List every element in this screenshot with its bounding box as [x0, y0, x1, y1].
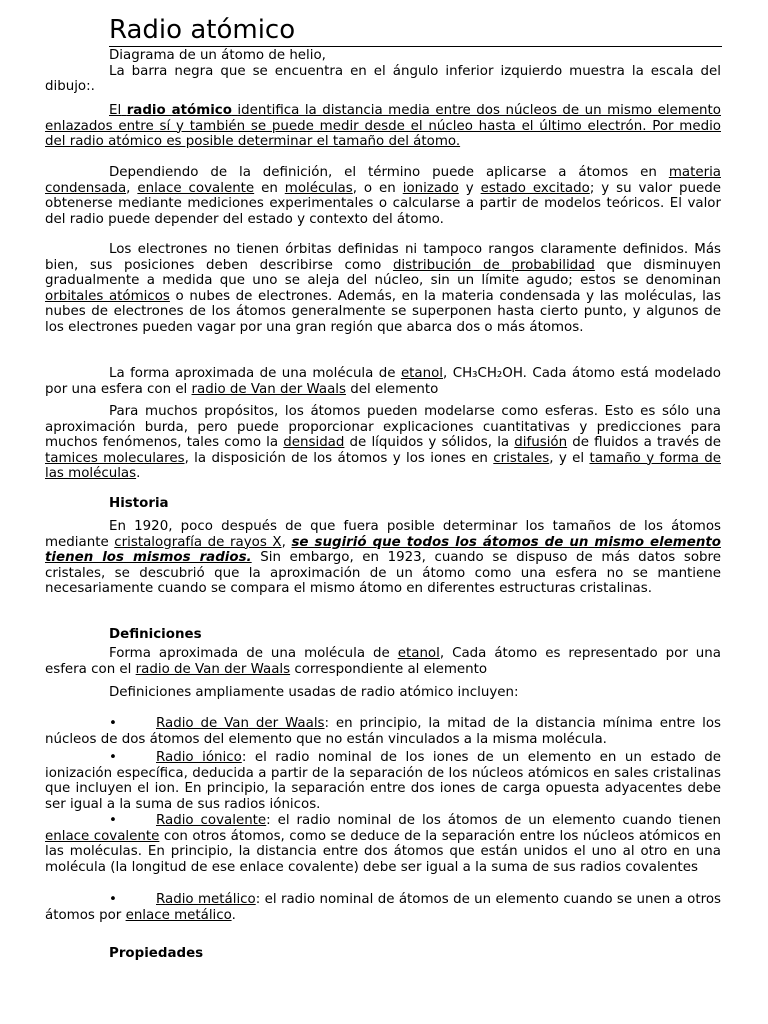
text: de líquidos y sólidos, la [344, 435, 515, 451]
text: en [254, 180, 285, 196]
link-enlace-covalente[interactable]: enlace covalente [137, 180, 255, 196]
text: con otros átomos, como se deduce de la separación entre los núcleos atómicos en las moléculas. En principio, la distancia entre dos átomos que están unidos el uno al otro en una molécula (la longitud de ese enlace covalente) debe ser igual a la suma de sus radios covalentes [45, 828, 721, 875]
text: de fluidos a través de [567, 435, 721, 451]
paragraph-electrons [45, 242, 721, 336]
text: : el radio nominal de los iones de un elemento en un estado de ionización específica, deducida a partir de la separación de los núcleos atómicos en sales cristalinas que incluyen el ion. En principio, la separación entre dos iones de carga opuesta adyacentes debe ser igual a la suma de sus radios iónicos. [45, 750, 721, 812]
text: y [458, 180, 481, 196]
text: identifica la distancia media entre dos núcleos de un mismo elemento enlazados entre sí y también se puede medir desde el núcleo hasta el último electrón. Por medio del radio atómico es posible determinar el tamaño del átomo. [45, 103, 721, 150]
link-enlace-covalente[interactable]: enlace covalente [45, 828, 160, 844]
link-tamices-moleculares[interactable]: tamices moleculares [45, 450, 185, 466]
text: Sin embargo, en 1923, cuando se dispuso de más datos sobre cristales, se descubrió que la aproximación de un átomo como una esfera no se mantiene necesariamente cuando se compara el mismo átomo en diferentes estructuras cristalinas. [45, 550, 721, 597]
link-orbitales-atomicos[interactable]: orbitales atómicos [45, 288, 170, 304]
paragraph-list-intro: Definiciones ampliamente usadas de radio atómico incluyen: [109, 685, 519, 700]
heading-historia: Historia [109, 496, 169, 511]
paragraph-etanol-2 [45, 646, 721, 677]
bullet: • [109, 892, 117, 907]
bold-term: radio atómico [126, 103, 232, 118]
text: del elemento [345, 381, 439, 397]
text: : en principio, la mitad de la distancia mínima entre los núcleos de dos átomos del elemento que no están vinculados a la misma molécula. [45, 716, 721, 747]
text: , Cada átomo es representado por una esfera con el [45, 646, 721, 677]
text: , [281, 534, 292, 550]
link-cristales[interactable]: cristales [493, 450, 550, 466]
paragraph-context [45, 165, 721, 227]
paragraph-definition [45, 103, 721, 150]
bullet: • [109, 750, 117, 765]
bullet: • [109, 813, 117, 828]
link-radio-van-der-waals[interactable]: Radio de Van der Waals [156, 716, 325, 731]
link-materia-condensada[interactable]: materia condensada [45, 165, 721, 196]
intro-paragraph [45, 48, 721, 95]
link-etanol[interactable]: etanol [397, 646, 440, 661]
list-item [45, 813, 721, 875]
text: Forma aproximada de una molécula de [109, 646, 398, 661]
paragraph-historia [45, 519, 721, 597]
link-tamano-forma-moleculas[interactable]: tamaño y forma de las moléculas [45, 450, 721, 482]
text: o nubes de electrones. Además, en la materia condensada y las moléculas, las nubes de electrones de los átomos generalmente se superponen hasta cierto punto, y algunos de los electrones pueden vagar por una gran región que abarca dos o más átomos. [45, 288, 721, 335]
link-distribucion-probabilidad[interactable]: distribución de probabilidad [392, 257, 595, 273]
text: En 1920, poco después de que fuera posible determinar los tamaños de los átomos mediante [45, 519, 721, 550]
text: , CH₃CH₂OH. Cada átomo está modelado por una esfera con el [45, 366, 722, 397]
text: La forma aproximada de una molécula de [109, 366, 401, 381]
paragraph-etanol [45, 366, 721, 397]
link-enlace-metalico[interactable]: enlace metálico [125, 907, 232, 923]
text: . [136, 466, 141, 482]
text: , y el [549, 450, 590, 466]
link-difusion[interactable]: difusión [514, 435, 568, 451]
text: El [109, 103, 122, 118]
link-radio-ionico[interactable]: Radio iónico [156, 750, 242, 765]
text: que disminuyen gradualmente a medida que uno se aleja del núcleo, sin un límite agudo; estos se denominan [45, 257, 722, 289]
text: , [126, 180, 138, 196]
link-radio-metalico[interactable]: Radio metálico [156, 892, 256, 907]
link-densidad[interactable]: densidad [283, 435, 345, 451]
list-item [45, 716, 721, 747]
text: : el radio nominal de los átomos de un elemento cuando tienen [266, 813, 721, 828]
text: . [231, 907, 236, 923]
link-cristalografia-rayos-x[interactable]: cristalografía de rayos X [114, 534, 282, 550]
heading-propiedades: Propiedades [109, 946, 204, 961]
bullet: • [109, 716, 117, 731]
text: , la disposición de los átomos y los iones en [184, 450, 494, 466]
intro-line-2: La barra negra que se encuentra en el ángulo inferior izquierdo muestra la escala del dibujo:. [45, 63, 721, 95]
link-moleculas[interactable]: moléculas [284, 180, 353, 196]
link-radio-covalente[interactable]: Radio covalente [156, 813, 267, 828]
text: Para muchos propósitos, los átomos pueden modelarse como esferas. Esto es sólo una aproximación burda, pero puede proporcionar explicaciones cuantitativas y predicciones para muchos fenómenos, tales como la [45, 404, 721, 451]
text: , o en [352, 180, 403, 196]
text: correspondiente al elemento [290, 661, 488, 677]
emphasis-text: se sugirió que todos los átomos de un mismo elemento tienen los mismos radios. [45, 534, 721, 566]
link-etanol[interactable]: etanol [400, 366, 444, 381]
heading-definiciones: Definiciones [109, 627, 202, 642]
list-item [45, 892, 721, 923]
link-radio-van-der-waals[interactable]: radio de Van der Waals [191, 381, 346, 397]
link-ionizado[interactable]: ionizado [402, 180, 459, 196]
text: ; y su valor puede obtenerse mediante mediciones experimentales o calcularse a partir de modelos teóricos. El valor del radio puede depender del estado y contexto del átomo. [45, 180, 722, 227]
text: Dependiendo de la definición, el término puede aplicarse a átomos en [109, 165, 669, 180]
link-radio-van-der-waals[interactable]: radio de Van der Waals [135, 661, 291, 677]
text: Los electrones no tienen órbitas definidas ni tampoco rangos claramente definidos. Más bien, sus posiciones deben describirse como [45, 242, 721, 273]
list-item [45, 750, 721, 812]
link-estado-excitado[interactable]: estado excitado [480, 180, 590, 196]
text: : el radio nominal de átomos de un elemento cuando se unen a otros átomos por [45, 892, 722, 923]
page-title: Radio atómico [109, 15, 722, 47]
paragraph-spheres [45, 404, 721, 482]
intro-line-1: Diagrama de un átomo de helio, [109, 48, 326, 63]
